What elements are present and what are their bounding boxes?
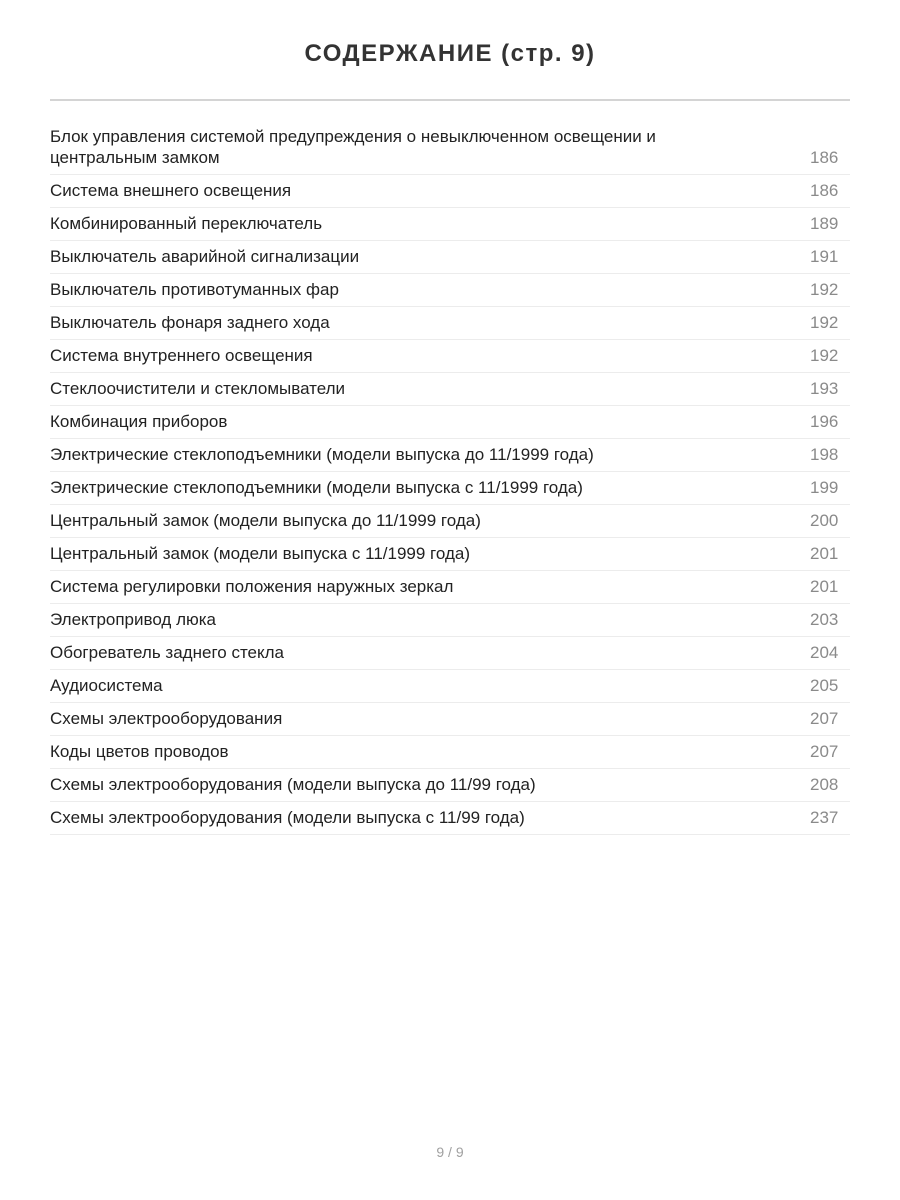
toc-entry-title: Схемы электрооборудования (модели выпуска до 11/99 года) [50, 775, 536, 794]
toc-entry-page: 203 [810, 610, 839, 629]
toc-entry-page: 196 [810, 412, 839, 431]
toc-entry-page: 189 [810, 214, 839, 233]
toc-row[interactable] [50, 124, 850, 175]
toc-entry-page: 207 [810, 709, 839, 728]
toc-entry-page: 201 [810, 577, 839, 596]
toc-entry-title: Обогреватель заднего стекла [50, 643, 284, 662]
toc-entry-title: Электропривод люка [50, 610, 217, 629]
toc-entry-title: Комбинация приборов [50, 412, 228, 431]
toc-row[interactable] [50, 439, 850, 472]
toc-entry-title: Электрические стеклоподъемники (модели выпуска с 11/1999 года) [50, 478, 583, 497]
toc-entry-title: Система внешнего освещения [50, 181, 292, 200]
toc-row[interactable] [50, 670, 850, 703]
toc-entry-title: Система внутреннего освещения [50, 346, 313, 365]
page-indicator: 9 / 9 [436, 1144, 464, 1160]
page-title: СОДЕРЖАНИЕ (стр. 9) [304, 40, 596, 67]
toc-row[interactable] [50, 604, 850, 637]
toc-entry-page: 199 [810, 478, 839, 497]
toc-row[interactable] [50, 736, 850, 769]
toc-entry-page: 186 [810, 148, 839, 167]
toc-row[interactable] [50, 703, 850, 736]
toc-row[interactable] [50, 373, 850, 406]
toc-entry-title: Стеклоочистители и стекломыватели [50, 379, 346, 398]
toc-entry-title: Комбинированный переключатель [50, 214, 323, 233]
toc-row[interactable] [50, 637, 850, 670]
toc-entry-page: 204 [810, 643, 839, 662]
toc-row[interactable] [50, 241, 850, 274]
toc-row[interactable] [50, 571, 850, 604]
toc-entry-title: Центральный замок (модели выпуска с 11/1999 года) [50, 544, 470, 563]
toc-entry-page: 192 [810, 280, 839, 299]
toc-row[interactable] [50, 769, 850, 802]
toc-entry-page: 191 [810, 247, 839, 266]
toc-entry-title: Выключатель фонаря заднего хода [50, 313, 330, 332]
toc-row[interactable] [50, 307, 850, 340]
toc-entry-title: Схемы электрооборудования [50, 709, 283, 728]
toc-entry-page: 205 [810, 676, 839, 695]
toc-entry-page: 198 [810, 445, 839, 464]
toc-entry-page: 192 [810, 346, 839, 365]
toc-row[interactable] [50, 406, 850, 439]
toc-entry-title: Система регулировки положения наружных зеркал [50, 577, 454, 596]
toc-entry-page: 186 [810, 181, 839, 200]
toc-entry-title: Выключатель противотуманных фар [50, 280, 339, 299]
toc-entry-title: Блок управления системой предупреждения о невыключенном освещении и центральным замком [50, 127, 656, 167]
toc-entry-title: Электрические стеклоподъемники (модели выпуска до 11/1999 года) [50, 445, 594, 464]
toc-row[interactable] [50, 208, 850, 241]
toc-entry-title: Выключатель аварийной сигнализации [50, 247, 360, 266]
toc-row[interactable] [50, 274, 850, 307]
toc-row[interactable] [50, 175, 850, 208]
toc-row[interactable] [50, 340, 850, 373]
toc-row[interactable] [50, 802, 850, 835]
toc-row[interactable] [50, 538, 850, 571]
toc-entry-title: Аудиосистема [50, 676, 163, 695]
toc-row[interactable] [50, 472, 850, 505]
toc-entry-title: Центральный замок (модели выпуска до 11/1999 года) [50, 511, 481, 530]
toc-entry-page: 200 [810, 511, 839, 530]
toc-entry-page: 193 [810, 379, 839, 398]
title-divider [50, 99, 850, 101]
toc-entry-title: Схемы электрооборудования (модели выпуска с 11/99 года) [50, 808, 525, 827]
toc-entry-page: 208 [810, 775, 839, 794]
toc-entry-page: 201 [810, 544, 839, 563]
toc-entry-page: 237 [810, 808, 839, 827]
toc-entry-page: 207 [810, 742, 839, 761]
toc-entry-title: Коды цветов проводов [50, 742, 229, 761]
toc-row[interactable] [50, 505, 850, 538]
toc-entry-page: 192 [810, 313, 839, 332]
toc-list [50, 124, 850, 835]
